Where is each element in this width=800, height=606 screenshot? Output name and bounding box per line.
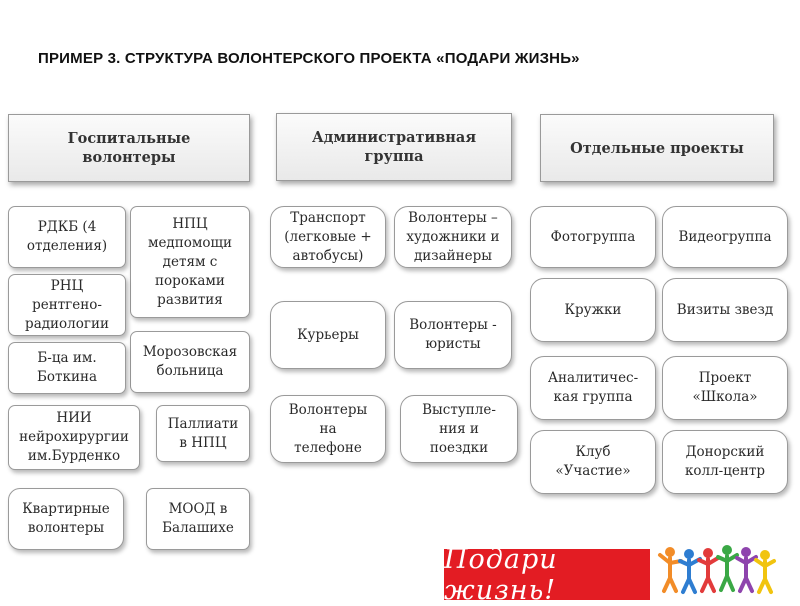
page-title: ПРИМЕР 3. СТРУКТУРА ВОЛОНТЕРСКОГО ПРОЕКТА «ПОДАРИ ЖИЗНЬ» [38,50,580,67]
node-video-group: Видеогруппа [662,206,788,268]
logo-text: Подари жизнь! [444,543,558,606]
node-star-visits: Визиты звезд [662,278,788,342]
node-phone-volunteers: Волонтеры на телефоне [270,395,386,463]
node-botkin: Б-ца им. Боткина [8,342,126,394]
header-separate-projects: Отдельные проекты [540,114,774,182]
node-apartment-volunteers: Квартирные волонтеры [8,488,124,550]
node-performances-trips: Выступле-ния и поездки [400,395,518,463]
node-school-project: Проект «Школа» [662,356,788,420]
node-mood-balashikha: МООД в Балашихе [146,488,250,550]
header-hospital-volunteers: Госпитальные волонтеры [8,114,250,182]
children-figures-icon [656,503,778,600]
podari-zhizn-logo [444,543,650,606]
node-npc: НПЦ медпомощи детям с пороками развития [130,206,250,318]
node-transport: Транспорт (легковые + автобусы) [270,206,386,268]
node-analytics-group: Аналитичес-кая группа [530,356,656,420]
node-rnc: РНЦ рентгено-радиологии [8,274,126,336]
node-nii-burdenko: НИИ нейрохирургии им.Бурденко [8,405,140,470]
node-rdkb: РДКБ (4 отделения) [8,206,126,268]
node-artists-designers: Волонтеры – художники и дизайнеры [394,206,512,268]
children-figures-logo [656,503,778,600]
node-uchastie-club: Клуб «Участие» [530,430,656,494]
node-lawyers: Волонтеры - юристы [394,301,512,369]
node-clubs: Кружки [530,278,656,342]
node-couriers: Курьеры [270,301,386,369]
node-photo-group: Фотогруппа [530,206,656,268]
header-administrative-group: Административная группа [276,113,512,181]
node-morozovskaya: Морозовская больница [130,331,250,393]
node-donor-call-center: Донорский колл-центр [662,430,788,494]
node-palliative-npc: Паллиати в НПЦ [156,405,250,462]
